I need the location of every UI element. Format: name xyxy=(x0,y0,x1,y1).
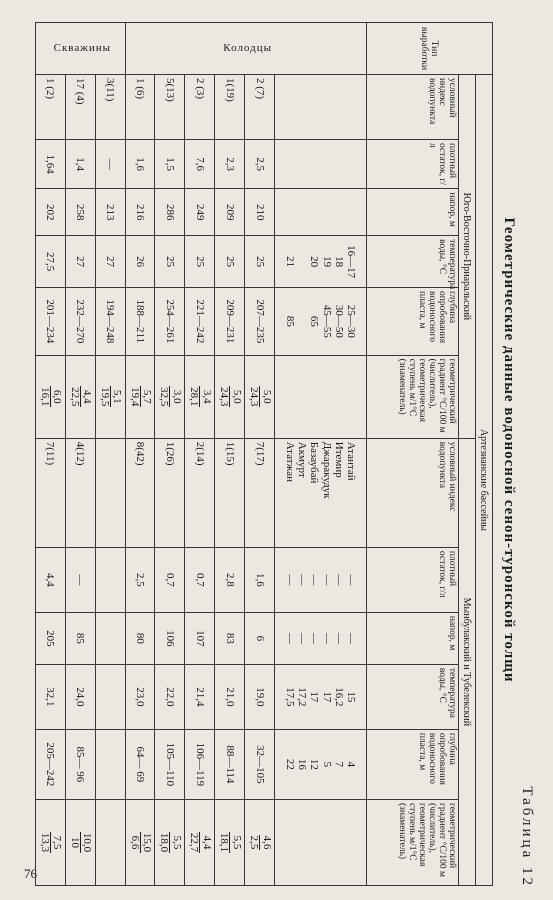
cell-depth: 188—211 xyxy=(125,288,155,356)
cell-head: 209 xyxy=(215,189,245,236)
cell-gradient xyxy=(155,355,185,438)
gradient-denominator: 24,3 xyxy=(218,387,231,407)
gradient-denominator: 18,1 xyxy=(218,832,231,853)
cell-dry: 1,64 xyxy=(36,139,66,188)
gradient-denominator: 22,5 xyxy=(68,387,81,407)
cell-idx: 3(11) xyxy=(95,74,125,139)
table-title: Геометрические данные водоносной сенон-туронской толщи xyxy=(501,217,517,683)
cell-idx: 1(19) xyxy=(215,74,245,139)
gradient-numerator: 4,4 xyxy=(199,832,212,853)
cell-line: 17 xyxy=(320,691,333,703)
cell-head: 213 xyxy=(95,189,125,236)
cell-gradient xyxy=(36,799,66,885)
cell-temp: 27,5 xyxy=(36,236,66,288)
cell-head: 83 xyxy=(215,612,245,664)
cell-line: 16,2 xyxy=(332,687,345,707)
cell-temp: 27 xyxy=(65,236,95,288)
cell-depth: 205—242 xyxy=(36,729,66,799)
cell-idx: 8(42) xyxy=(125,438,155,547)
cell-temp: 21,0 xyxy=(215,664,245,729)
gradient-denominator: 2,5 xyxy=(248,835,261,850)
cell-line: — xyxy=(332,632,345,644)
header-type: Тип выработки xyxy=(367,23,493,75)
cell-dry: 2,5 xyxy=(125,547,155,612)
gradient-numerator: 10,0 xyxy=(81,832,94,853)
cell-line: — xyxy=(344,574,357,586)
cell-dry: 2,8 xyxy=(215,547,245,612)
cell-line: 7 xyxy=(332,761,345,768)
cell-depth: 194—248 xyxy=(95,288,125,356)
gradient-denominator: 19,5 xyxy=(98,387,111,407)
cell-depth xyxy=(275,729,367,799)
cell-head xyxy=(275,189,367,236)
gradient-fraction xyxy=(248,386,272,407)
cell-line: — xyxy=(344,632,357,644)
cell-idx: 1 (2) xyxy=(36,74,66,139)
cell-idx xyxy=(95,438,125,547)
gradient-fraction xyxy=(38,386,62,407)
header-col: плотный остаток, г/л xyxy=(367,547,459,612)
gradient-denominator: 18,0 xyxy=(158,832,171,853)
cell-temp: 24,0 xyxy=(65,664,95,729)
cell-idx: 1(15) xyxy=(215,438,245,547)
header-col: напор, м xyxy=(367,189,459,236)
gradient-denominator: 19,4 xyxy=(128,387,141,407)
cell-depth: 232—270 xyxy=(65,288,95,356)
cell-gradient xyxy=(36,355,66,438)
header-col: глубина опробования водоносного пласта, м xyxy=(367,729,459,799)
cell-head xyxy=(275,612,367,664)
cell-gradient xyxy=(125,355,155,438)
cell-head: 249 xyxy=(185,189,215,236)
cell-depth: 209—231 xyxy=(215,288,245,356)
cell-head: 202 xyxy=(36,189,66,236)
cell-depth: 106—119 xyxy=(185,729,215,799)
cell-idx: 7(17) xyxy=(245,438,275,547)
gradient-fraction xyxy=(38,832,62,853)
cell-temp xyxy=(275,236,367,288)
gradient-numerator: 5,1 xyxy=(110,386,123,407)
cell-line: Джаракудук xyxy=(320,441,333,499)
table-row xyxy=(155,23,185,886)
cell-gradient xyxy=(65,799,95,885)
cell-line: — xyxy=(296,574,309,586)
cell-idx: 7(11) xyxy=(36,438,66,547)
cell-head: 258 xyxy=(65,189,95,236)
cell-dry: — xyxy=(95,139,125,188)
cell-head: 107 xyxy=(185,612,215,664)
cell-line: — xyxy=(296,632,309,644)
cell-head: 286 xyxy=(155,189,185,236)
gradient-fraction xyxy=(218,386,242,407)
cell-depth xyxy=(95,729,125,799)
gradient-numerator: 7,5 xyxy=(50,832,63,853)
cell-line: 20 xyxy=(308,256,321,268)
cell-dry: 0,7 xyxy=(185,547,215,612)
cell-dry: 1,6 xyxy=(125,139,155,188)
header-col: условный индекс водопункта xyxy=(367,438,459,547)
cell-gradient xyxy=(245,355,275,438)
cell-gradient xyxy=(215,355,245,438)
cell-line: Атантай xyxy=(344,441,357,481)
cell-depth: 201—234 xyxy=(36,288,66,356)
cell-temp: 25 xyxy=(185,236,215,288)
cell-head: 85 xyxy=(65,612,95,664)
cell-head: 106 xyxy=(155,612,185,664)
cell-line: Базаубай xyxy=(308,441,321,484)
cell-line: — xyxy=(308,632,321,644)
cell-idx: 2(14) xyxy=(185,438,215,547)
cell-line: 4 xyxy=(344,761,357,768)
cell-dry: 0,7 xyxy=(155,547,185,612)
cell-temp: 25 xyxy=(155,236,185,288)
gradient-denominator: 16,1 xyxy=(38,387,51,407)
table-row xyxy=(36,23,66,886)
gradient-numerator: 5,5 xyxy=(169,832,182,853)
cell-head: 80 xyxy=(125,612,155,664)
header-col: условный индекс водопункта xyxy=(367,74,459,139)
gradient-numerator: 5,5 xyxy=(229,832,242,853)
table-body xyxy=(36,23,367,886)
cell-line: 17 xyxy=(308,691,321,703)
gradient-numerator: 3,4 xyxy=(199,386,212,407)
table-row xyxy=(245,23,275,886)
cell-line: 15 xyxy=(344,691,357,703)
type-boreholes-label: Скважины xyxy=(53,42,111,55)
page-number: 76 xyxy=(24,866,37,881)
cell-line: — xyxy=(284,632,297,644)
type-wells xyxy=(125,23,366,75)
cell-dry: 2,5 xyxy=(245,139,275,188)
cell-gradient xyxy=(155,799,185,885)
cell-depth: 105—110 xyxy=(155,729,185,799)
table-row xyxy=(65,23,95,886)
cell-depth: 88—114 xyxy=(215,729,245,799)
cell-temp: 21,4 xyxy=(185,664,215,729)
cell-line: 18 xyxy=(332,256,345,268)
gradient-numerator: 4,6 xyxy=(260,835,273,850)
cell-temp xyxy=(275,664,367,729)
cell-line: 16—17 xyxy=(344,245,357,279)
cell-line: 25—30 xyxy=(344,304,357,338)
cell-line: 5 xyxy=(320,761,333,768)
table-row xyxy=(125,23,155,886)
cell-line: 65 xyxy=(308,315,321,327)
cell-depth: 207—235 xyxy=(245,288,275,356)
cell-depth: 254—261 xyxy=(155,288,185,356)
cell-dry: 1,6 xyxy=(245,547,275,612)
cell-line: Итемир xyxy=(332,441,345,478)
cell-line: — xyxy=(320,574,333,586)
cell-line: 85 xyxy=(284,315,297,327)
gradient-numerator: 5,7 xyxy=(140,386,153,407)
header-col: глубина опробования водоносного пласта, м xyxy=(367,288,459,356)
cell-idx: 17 (4) xyxy=(65,74,95,139)
cell-dry xyxy=(95,547,125,612)
header-col: температура воды, °С xyxy=(367,664,459,729)
cell-idx xyxy=(275,74,367,139)
cell-idx: 4(12) xyxy=(65,438,95,547)
cell-line: 22 xyxy=(284,758,297,770)
gradient-fraction xyxy=(248,835,272,851)
cell-line: Ататжан xyxy=(284,441,297,483)
cell-temp: 23,0 xyxy=(125,664,155,729)
gradient-denominator: 6,6 xyxy=(128,835,141,850)
cell-gradient xyxy=(185,355,215,438)
cell-depth: 32—105 xyxy=(245,729,275,799)
table-row xyxy=(95,23,125,886)
cell-gradient xyxy=(95,799,125,885)
gradient-denominator: 13,3 xyxy=(38,832,51,853)
gradient-numerator: 4,4 xyxy=(80,386,93,407)
table-label: Таблица 12 xyxy=(519,786,535,888)
cell-head: 6 xyxy=(245,612,275,664)
cell-idx xyxy=(275,438,367,547)
gradient-fraction xyxy=(128,386,152,407)
cell-dry: 2,3 xyxy=(215,139,245,188)
cell-depth xyxy=(275,288,367,356)
cell-head: 210 xyxy=(245,189,275,236)
cell-line: 16 xyxy=(296,758,309,770)
cell-temp: 25 xyxy=(215,236,245,288)
cell-idx: 1(26) xyxy=(155,438,185,547)
cell-temp: 19,0 xyxy=(245,664,275,729)
cell-head xyxy=(95,612,125,664)
cell-dry xyxy=(275,139,367,188)
cell-dry: — xyxy=(65,547,95,612)
table-row xyxy=(185,23,215,886)
header-region-mynbulak: Мынбулакский и Тубелекский xyxy=(459,438,476,885)
gradient-numerator: 6,0 xyxy=(50,386,63,407)
cell-dry: 1,5 xyxy=(155,139,185,188)
gradient-fraction xyxy=(218,832,242,853)
gradient-fraction xyxy=(68,832,92,853)
cell-line xyxy=(296,291,308,352)
cell-line: 17,2 xyxy=(296,687,309,707)
gradient-numerator: 5,0 xyxy=(229,386,242,407)
cell-line: Акмурт xyxy=(296,441,309,478)
cell-temp xyxy=(95,664,125,729)
cell-line: — xyxy=(308,574,321,586)
gradient-numerator: 3,0 xyxy=(169,386,182,407)
gradient-fraction xyxy=(68,386,92,407)
cell-depth: 64— 69 xyxy=(125,729,155,799)
cell-depth: 221—242 xyxy=(185,288,215,356)
cell-depth: 85— 96 xyxy=(65,729,95,799)
cell-gradient xyxy=(245,799,275,885)
cell-idx: 5(13) xyxy=(155,74,185,139)
cell-idx: 1 (6) xyxy=(125,74,155,139)
gradient-fraction xyxy=(158,832,182,853)
cell-gradient xyxy=(215,799,245,885)
cell-dry: 7,6 xyxy=(185,139,215,188)
geothermal-table xyxy=(35,22,493,886)
cell-dry: 1,4 xyxy=(65,139,95,188)
header-col: геометрический градиент °С/100 м (числитель), геометрическая ступень м/1°С (знаменатель) xyxy=(367,355,459,438)
cell-temp: 22,0 xyxy=(155,664,185,729)
cell-temp: 25 xyxy=(245,236,275,288)
header-col: температура воды, °С xyxy=(367,236,459,288)
table-row xyxy=(275,23,367,886)
gradient-fraction xyxy=(188,386,212,407)
cell-line: 30—50 xyxy=(332,304,345,338)
type-wells-label: Колодцы xyxy=(222,42,272,55)
cell-head: 205 xyxy=(36,612,66,664)
cell-line xyxy=(296,239,308,284)
cell-gradient xyxy=(275,799,367,885)
header-col: напор, м xyxy=(367,612,459,664)
cell-gradient xyxy=(65,355,95,438)
type-boreholes xyxy=(36,23,126,75)
cell-temp: 26 xyxy=(125,236,155,288)
cell-gradient xyxy=(95,355,125,438)
cell-line: 21 xyxy=(284,256,297,268)
cell-temp: 27 xyxy=(95,236,125,288)
gradient-denominator: 22,7 xyxy=(188,832,201,853)
cell-idx: 2 (7) xyxy=(245,74,275,139)
header-basin: Артезианские бассейны xyxy=(476,74,493,885)
cell-line: 12 xyxy=(308,758,321,770)
cell-line: 17,5 xyxy=(284,687,297,707)
cell-head: 216 xyxy=(125,189,155,236)
cell-dry: 4,4 xyxy=(36,547,66,612)
gradient-fraction xyxy=(188,832,212,853)
gradient-denominator: 10 xyxy=(68,836,81,848)
gradient-fraction xyxy=(98,386,122,407)
cell-line: 45—55 xyxy=(320,304,333,338)
cell-dry xyxy=(275,547,367,612)
cell-line: — xyxy=(320,632,333,644)
gradient-denominator: 28,1 xyxy=(188,387,201,407)
cell-line: 19 xyxy=(320,256,333,268)
gradient-numerator: 5,0 xyxy=(259,386,272,407)
cell-gradient xyxy=(185,799,215,885)
table-row xyxy=(215,23,245,886)
cell-temp: 32,1 xyxy=(36,664,66,729)
cell-line: — xyxy=(332,574,345,586)
gradient-denominator: 24,3 xyxy=(248,387,261,407)
cell-line: — xyxy=(284,574,297,586)
gradient-fraction xyxy=(158,386,182,407)
cell-gradient xyxy=(275,355,367,438)
gradient-numerator: 15,0 xyxy=(141,832,154,853)
header-col: плотный остаток, г/л xyxy=(367,139,459,188)
gradient-denominator: 32,5 xyxy=(158,387,171,407)
header-col: геометрический градиент °С/100 м (числитель), геометрическая ступень м/1°С (знаменатель) xyxy=(367,799,459,885)
cell-idx: 2 (3) xyxy=(185,74,215,139)
gradient-fraction xyxy=(128,832,152,853)
cell-gradient xyxy=(125,799,155,885)
header-region-southeast: Юго-Восточно-Приаральский xyxy=(459,74,476,438)
